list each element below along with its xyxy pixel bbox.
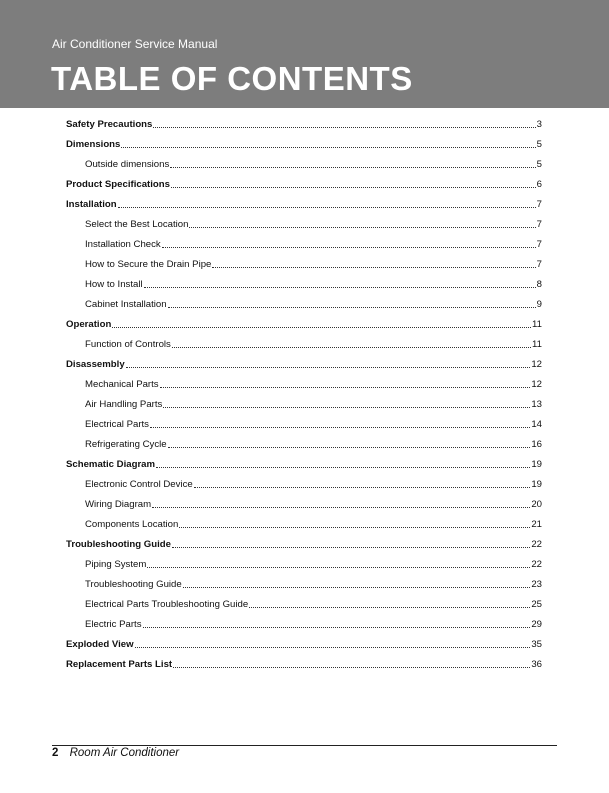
toc-subsection-entry[interactable] xyxy=(85,594,542,614)
toc-entry-page: 35 xyxy=(531,638,542,650)
toc-subsection-entry[interactable] xyxy=(85,254,542,274)
toc-entry-label: Air Handling Parts xyxy=(85,398,163,410)
toc-entry-page: 11 xyxy=(532,318,542,330)
toc-dot-leader xyxy=(249,607,530,608)
toc-dot-leader xyxy=(194,487,531,488)
toc-entry-page: 16 xyxy=(531,438,542,450)
toc-entry-page: 11 xyxy=(532,338,542,350)
toc-dot-leader xyxy=(156,467,530,468)
toc-dot-leader xyxy=(135,647,531,648)
toc-entry-label: Safety Precautions xyxy=(66,118,153,130)
toc-section-entry[interactable] xyxy=(66,134,542,154)
toc-section-entry[interactable] xyxy=(66,354,542,374)
toc-entry-label: Troubleshooting Guide xyxy=(66,538,171,550)
toc-entry-page: 21 xyxy=(531,518,542,530)
toc-subsection-entry[interactable] xyxy=(85,214,542,234)
toc-entry-page: 7 xyxy=(536,258,542,270)
toc-dot-leader xyxy=(160,387,531,388)
toc-dot-leader xyxy=(112,327,531,328)
toc-entry-page: 19 xyxy=(531,478,542,490)
toc-entry-label: Disassembly xyxy=(66,358,125,370)
page-footer xyxy=(52,747,179,759)
toc-dot-leader xyxy=(163,407,530,408)
toc-dot-leader xyxy=(147,567,530,568)
manual-title: Air Conditioner Service Manual xyxy=(52,37,218,51)
toc-subsection-entry[interactable] xyxy=(85,154,542,174)
toc-entry-label: Mechanical Parts xyxy=(85,378,159,390)
toc-subsection-entry[interactable] xyxy=(85,374,542,394)
toc-entry-label: Replacement Parts List xyxy=(66,658,173,670)
toc-entry-page: 5 xyxy=(536,138,542,150)
toc-section-entry[interactable] xyxy=(66,634,542,654)
toc-subsection-entry[interactable] xyxy=(85,334,542,354)
header-banner xyxy=(0,0,609,108)
toc-entry-label: How to Secure the Drain Pipe xyxy=(85,258,212,270)
toc-dot-leader xyxy=(118,207,536,208)
toc-dot-leader xyxy=(126,367,531,368)
toc-entry-page: 22 xyxy=(531,558,542,570)
table-of-contents xyxy=(0,114,609,674)
toc-entry-page: 36 xyxy=(531,658,542,670)
toc-entry-page: 22 xyxy=(531,538,542,550)
toc-section-entry[interactable] xyxy=(66,454,542,474)
toc-dot-leader xyxy=(179,527,530,528)
toc-entry-label: Electrical Parts xyxy=(85,418,149,430)
footer-divider xyxy=(52,745,557,746)
toc-entry-page: 12 xyxy=(531,378,542,390)
toc-entry-page: 23 xyxy=(531,578,542,590)
toc-section-entry[interactable] xyxy=(66,114,542,134)
toc-entry-label: Piping System xyxy=(85,558,147,570)
page-title: TABLE OF CONTENTS xyxy=(51,60,413,97)
toc-entry-page: 20 xyxy=(531,498,542,510)
toc-entry-label: Operation xyxy=(66,318,112,330)
footer-page-number: 2 xyxy=(52,747,59,759)
toc-entry-label: Installation Check xyxy=(85,238,161,250)
toc-subsection-entry[interactable] xyxy=(85,274,542,294)
toc-entry-page: 25 xyxy=(531,598,542,610)
toc-entry-label: Schematic Diagram xyxy=(66,458,156,470)
toc-subsection-entry[interactable] xyxy=(85,294,542,314)
toc-dot-leader xyxy=(168,307,536,308)
toc-entry-label: Refrigerating Cycle xyxy=(85,438,167,450)
toc-subsection-entry[interactable] xyxy=(85,574,542,594)
toc-subsection-entry[interactable] xyxy=(85,474,542,494)
toc-subsection-entry[interactable] xyxy=(85,554,542,574)
toc-subsection-entry[interactable] xyxy=(85,494,542,514)
toc-entry-label: Product Specifications xyxy=(66,178,170,190)
toc-entry-label: Components Location xyxy=(85,518,179,530)
toc-dot-leader xyxy=(212,267,535,268)
toc-entry-page: 19 xyxy=(531,458,542,470)
toc-entry-label: Select the Best Location xyxy=(85,218,189,230)
toc-entry-label: Electric Parts xyxy=(85,618,142,630)
toc-entry-page: 5 xyxy=(536,158,542,170)
toc-dot-leader xyxy=(168,447,531,448)
toc-subsection-entry[interactable] xyxy=(85,514,542,534)
toc-entry-label: Electrical Parts Troubleshooting Guide xyxy=(85,598,249,610)
toc-section-entry[interactable] xyxy=(66,654,542,674)
toc-entry-page: 7 xyxy=(536,218,542,230)
toc-entry-label: Exploded View xyxy=(66,638,134,650)
toc-entry-label: How to Install xyxy=(85,278,143,290)
toc-dot-leader xyxy=(183,587,531,588)
toc-entry-page: 29 xyxy=(531,618,542,630)
toc-dot-leader xyxy=(172,347,531,348)
toc-entry-page: 7 xyxy=(536,238,542,250)
toc-entry-page: 12 xyxy=(531,358,542,370)
toc-dot-leader xyxy=(173,667,530,668)
toc-entry-label: Outside dimensions xyxy=(85,158,170,170)
toc-entry-label: Installation xyxy=(66,198,117,210)
toc-dot-leader xyxy=(171,187,536,188)
toc-entry-label: Dimensions xyxy=(66,138,121,150)
footer-text: Room Air Conditioner xyxy=(69,747,180,759)
toc-entry-page: 14 xyxy=(531,418,542,430)
toc-dot-leader xyxy=(172,547,530,548)
toc-dot-leader xyxy=(150,427,530,428)
toc-entry-page: 7 xyxy=(536,198,542,210)
toc-dot-leader xyxy=(162,247,536,248)
toc-entry-label: Wiring Diagram xyxy=(85,498,152,510)
toc-entry-page: 13 xyxy=(531,398,542,410)
toc-subsection-entry[interactable] xyxy=(85,394,542,414)
toc-dot-leader xyxy=(189,227,535,228)
toc-section-entry[interactable] xyxy=(66,194,542,214)
toc-section-entry[interactable] xyxy=(66,534,542,554)
toc-subsection-entry[interactable] xyxy=(85,414,542,434)
toc-dot-leader xyxy=(152,507,530,508)
toc-dot-leader xyxy=(121,147,535,148)
toc-subsection-entry[interactable] xyxy=(85,234,542,254)
toc-entry-page: 3 xyxy=(536,118,542,130)
toc-entry-label: Electronic Control Device xyxy=(85,478,193,490)
toc-dot-leader xyxy=(143,627,531,628)
toc-entry-label: Troubleshooting Guide xyxy=(85,578,182,590)
toc-subsection-entry[interactable] xyxy=(85,614,542,634)
toc-entry-page: 6 xyxy=(536,178,542,190)
toc-dot-leader xyxy=(144,287,536,288)
toc-section-entry[interactable] xyxy=(66,314,542,334)
toc-subsection-entry[interactable] xyxy=(85,434,542,454)
toc-entry-page: 8 xyxy=(536,278,542,290)
toc-entry-label: Function of Controls xyxy=(85,338,171,350)
toc-section-entry[interactable] xyxy=(66,174,542,194)
toc-entry-page: 9 xyxy=(536,298,542,310)
toc-dot-leader xyxy=(170,167,535,168)
toc-entry-label: Cabinet Installation xyxy=(85,298,167,310)
toc-dot-leader xyxy=(153,127,535,128)
